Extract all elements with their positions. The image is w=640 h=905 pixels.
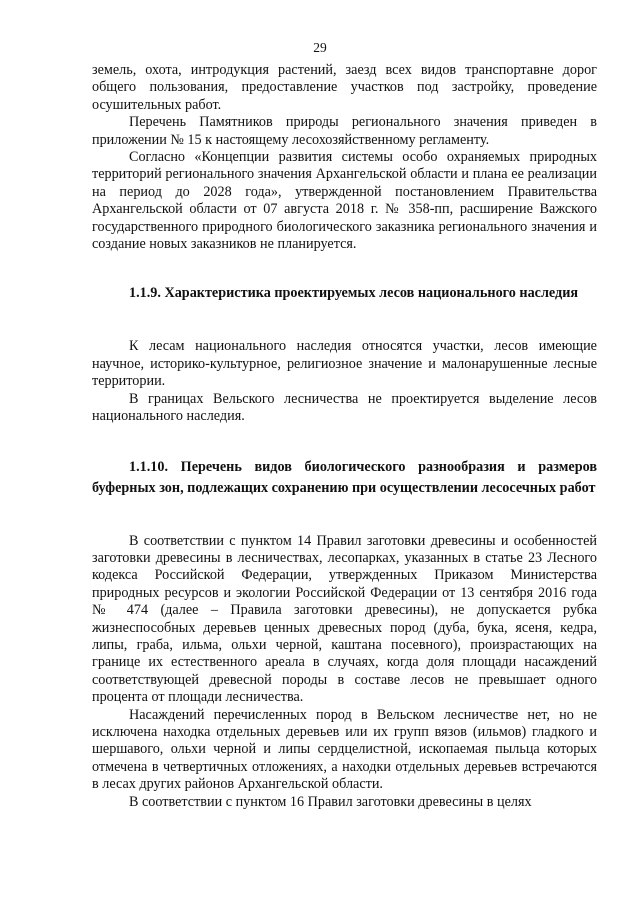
paragraph-species-absence: Насаждений перечисленных пород в Вельском лесничестве нет, но не исключена находка отдельных деревьев или их групп вязов (ильмов) гладкого и шершавого, ольхи черной и липы сердцелистной, ископаемая пыльца которых отмечена в четвертичных отложениях, а находки отдельных деревьев встречаются в лесах других районов Архангельской области. [92, 706, 597, 793]
paragraph-concept: Согласно «Концепции развития системы особо охраняемых природных территорий регионального значения Архангельской области и плана ее реализации на период до 2028 года», утвержденной постановлением Правительства Архангельской области от 07 августа 2018 г. № 358-пп, расширение Важского государственного природного биологического заказника регионального значения и создание новых заказников не планируется. [92, 149, 597, 253]
paragraph-monuments-list: Перечень Памятников природы регионального значения приведен в приложении № 15 к настоящему лесохозяйственному регламенту. [92, 114, 597, 148]
document-body [92, 62, 597, 811]
section-heading-1-1-10: 1.1.10. Перечень видов биологического разнообразия и размеров буферных зон, подлежащих сохранению при осуществлении лесосечных работ [92, 458, 597, 496]
paragraph-heritage-not-planned: В границах Вельского лесничества не проектируется выделение лесов национального наследия. [92, 390, 597, 425]
paragraph-continuation: земель, охота, интродукция растений, заезд всех видов транспортавне дорог общего пользования, предоставление участков под застройку, проведение осушительных работ. [92, 62, 597, 113]
paragraph-rules-item-16: В соответствии с пунктом 16 Правил заготовки древесины в целях [129, 793, 532, 810]
paragraph-heritage-definition: К лесам национального наследия относятся участки, лесов имеющие научное, историко-культурное, религиозное значение и малонарушенные лесные территории. [92, 338, 597, 390]
paragraph-logging-rules: В соответствии с пунктом 14 Правил заготовки древесины и особенностей заготовки древесины в лесничествах, лесопарках, указанных в статье 23 Лесного кодекса Российской Федерации, утвержденных Приказом Министерства природных ресурсов и экологии Российской Федерации от 13 сентября 2016 года № 474 (далее – Правила заготовки древесины), не допускается рубка жизнеспособных деревьев ценных древесных пород (дуба, бука, ясеня, кедра, липы, граба, ильма, ольхи черной, каштана посевного), произрастающих на границе их естественного ареала в случаях, когда доля площади насаждений соответствующей древесной породы в составе лесов не превышает одного процента от площади лесничества. [92, 532, 597, 706]
section-heading-1-1-9: 1.1.9. Характеристика проектируемых лесов национального наследия [129, 285, 579, 302]
page-number: 29 [313, 40, 327, 55]
